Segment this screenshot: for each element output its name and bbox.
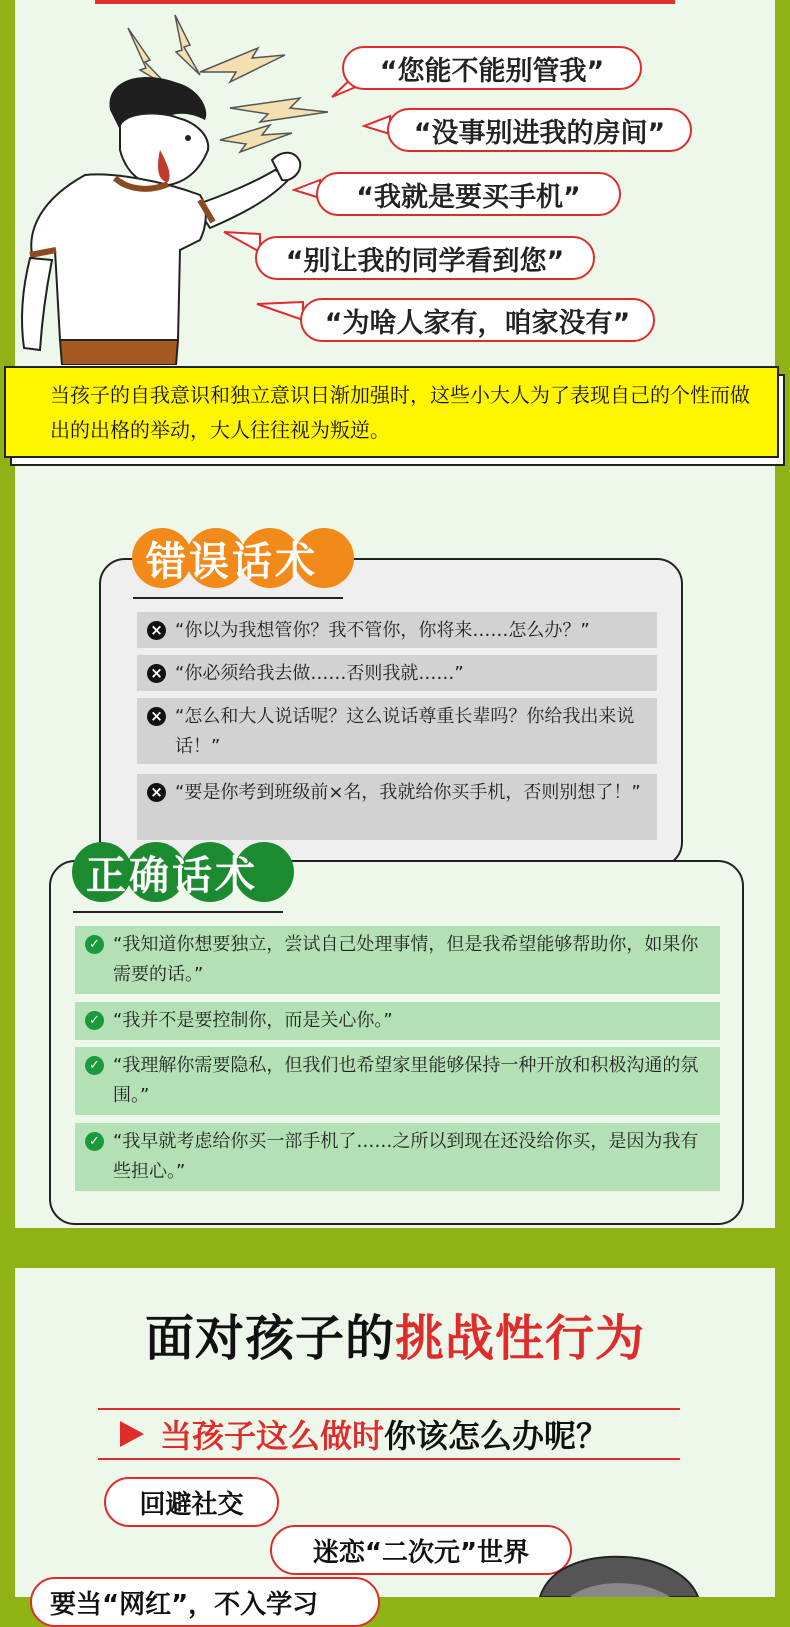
subtitle-black: 你该怎么办呢？ [384, 1417, 609, 1455]
right-item-text: “我知道你想要独立，尝试自己处理事情，但是我希望能够帮助你，如果你需要的话。” [113, 934, 699, 985]
wrong-item-text: “要是你考到班级前×名，我就给你买手机，否则别想了！” [175, 782, 641, 803]
section-title-red: 挑战性行为 [395, 1310, 646, 1367]
speech-bubble-1: “您能不能别管我” [342, 46, 642, 90]
speech-bubble-4: “别让我的同学看到您” [255, 236, 595, 280]
speech-bubble-5: “为啥人家有，咱家没有” [300, 298, 655, 342]
subtitle-red: 当孩子这么做时 [160, 1417, 385, 1455]
behavior-pill: 要当“网红”，不入学习 [30, 1577, 380, 1627]
close-icon: × [147, 664, 166, 683]
right-item-text: “我理解你需要隐私，但我们也希望家里能够保持一种开放和积极沟通的氛围。” [113, 1055, 699, 1106]
close-icon: × [147, 707, 166, 726]
bubble-tail [255, 298, 305, 328]
close-icon: × [147, 783, 166, 802]
note-text: 当孩子的自我意识和独立意识日渐加强时，这些小大人为了表现自己的个性而做出的出格的举动，大人往往视为叛逆。 [4, 366, 779, 458]
behavior-pill: 迷恋“二次元”世界 [270, 1525, 572, 1575]
behavior-pill: 回避社交 [104, 1477, 279, 1527]
section-title-black: 面对孩子的 [144, 1310, 395, 1367]
wrong-item [137, 698, 657, 764]
wrong-title-text: 错误话术 [146, 538, 318, 585]
section-title [0, 1300, 790, 1370]
play-arrow-icon [120, 1421, 144, 1447]
speech-bubble-3: “我就是要买手机” [316, 172, 621, 216]
wrong-item [137, 612, 657, 648]
wrong-item-text: “你必须给我去做……否则我就……” [175, 663, 464, 684]
right-item [75, 1002, 720, 1040]
check-icon: ✓ [85, 1132, 104, 1151]
right-item-text: “我并不是要控制你，而是关心你。” [113, 1010, 393, 1031]
right-item [75, 1123, 720, 1191]
wrong-item [137, 655, 657, 691]
wrong-title-underline [133, 597, 343, 599]
check-icon: ✓ [85, 1011, 104, 1030]
right-item [75, 1047, 720, 1115]
right-title-underline [73, 911, 283, 913]
check-icon: ✓ [85, 1056, 104, 1075]
wrong-item-text: “你以为我想管你？我不管你，你将来……怎么办？” [175, 620, 590, 641]
character-head-illustration [530, 1555, 700, 1597]
wrong-item-text: “怎么和大人说话呢？这么说话尊重长辈吗？你给我出来说话！” [175, 706, 635, 757]
section-subtitle [98, 1408, 680, 1460]
right-title-text: 正确话术 [86, 852, 258, 899]
right-item [75, 926, 720, 994]
right-item-text: “我早就考虑给你买一部手机了……之所以到现在还没给你买，是因为我有些担心。” [113, 1131, 699, 1182]
wrong-item [137, 774, 657, 840]
close-icon: × [147, 621, 166, 640]
speech-bubble-2: “没事别进我的房间” [387, 108, 692, 152]
check-icon: ✓ [85, 935, 104, 954]
